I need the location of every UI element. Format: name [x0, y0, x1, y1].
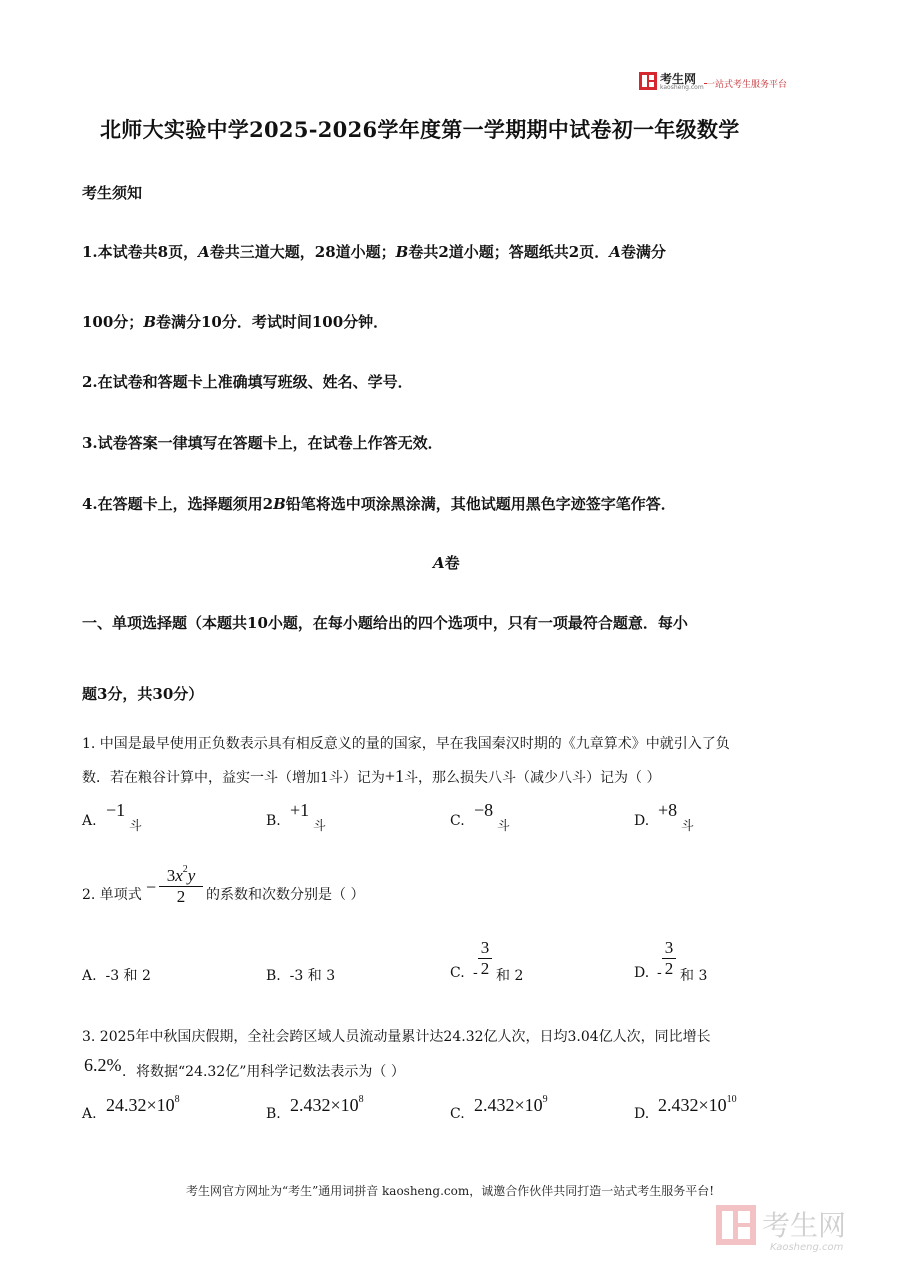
q2-option-c-tail: 和 2 — [496, 968, 524, 984]
fraction-numerator: 3 — [480, 938, 490, 957]
notice-text: A — [198, 243, 210, 261]
q1-option-d[interactable] — [634, 813, 649, 829]
logo-name: 考生网 — [660, 72, 697, 86]
option-text: -3 和 2 — [105, 968, 151, 984]
option-letter: A. — [82, 968, 97, 984]
watermark-mark-icon — [716, 1205, 756, 1245]
option-letter: A. — [82, 813, 97, 829]
option-letter: D. — [634, 813, 650, 829]
watermark-logo — [716, 1203, 876, 1253]
logo-icon — [639, 72, 657, 90]
q2-option-d-tail: 和 3 — [680, 968, 708, 984]
section-a-text: 卷 — [444, 554, 460, 572]
q2-suffix: 的系数和次数分别是（ ） — [206, 887, 365, 903]
q2-minus: − — [146, 877, 157, 897]
sci-base: 2.432×10 — [290, 1095, 359, 1115]
q1-option-d-value: +8 — [658, 800, 678, 820]
page-title: 北师大实验中学2025-2026学年度第一学期期中试卷初一年级数学 — [100, 117, 740, 142]
option-letter: C. — [450, 1106, 465, 1122]
q2-option-c-fraction — [478, 938, 492, 979]
fraction-numerator: 3 — [664, 938, 674, 957]
notice-text: 卷共三道大题，28道小题； — [209, 243, 396, 261]
option-letter: B. — [266, 968, 281, 984]
q2-option-d-sign: - — [657, 965, 662, 981]
part1-heading-line-1: 一、单项选择题（本题共10小题，在每小题给出的四个选项中，只有一项最符合题意．每小 — [82, 614, 688, 632]
notice-heading: 考生须知 — [82, 184, 143, 202]
option-letter: D. — [634, 965, 650, 981]
q1-option-b[interactable] — [266, 813, 281, 829]
q2-option-d[interactable] — [634, 965, 649, 981]
option-letter: B. — [266, 813, 281, 829]
notice-text: B — [143, 313, 156, 331]
exponent: 2 — [182, 864, 188, 875]
q2-prefix: 2. 单项式 — [82, 887, 142, 903]
q3-option-c-value — [474, 1094, 548, 1116]
option-text: -3 和 3 — [289, 968, 336, 984]
notice-item-3: 3.试卷答案一律填写在答题卡上，在试卷上作答无效． — [82, 434, 443, 452]
notice-text: 100分； — [82, 313, 144, 331]
q2-option-d-fraction — [662, 938, 676, 979]
notice-text: B — [273, 495, 286, 513]
logo-slogan: 一站式考生服务平台 — [706, 80, 788, 90]
section-a-label — [433, 552, 460, 573]
notice-text: A — [609, 243, 621, 261]
q2-option-a[interactable] — [82, 965, 151, 985]
q2-option-c-sign: - — [473, 965, 478, 981]
sci-exponent: 8 — [174, 1094, 180, 1105]
option-letter: C. — [450, 965, 465, 981]
sci-base: 2.432×10 — [474, 1095, 543, 1115]
q2-monomial-fraction — [159, 860, 203, 907]
q1-math: +1 — [384, 766, 405, 786]
var-x: x — [175, 866, 183, 885]
notice-text: 铅笔将选中项涂黑涂满，其他试题用黑色字迹签字笔作答． — [285, 495, 676, 513]
fraction-denominator: 2 — [176, 887, 186, 906]
notice-text: 卷满分 — [620, 243, 666, 261]
sci-exponent: 9 — [542, 1094, 548, 1105]
q1-option-b-unit: 斗 — [313, 819, 327, 834]
q1-option-a-value: −1 — [106, 800, 126, 820]
fraction-numerator — [167, 860, 196, 886]
q3-option-c[interactable] — [450, 1106, 465, 1122]
q1-option-d-unit: 斗 — [681, 819, 695, 834]
sci-exponent: 10 — [726, 1094, 737, 1105]
option-letter: B. — [266, 1106, 281, 1122]
fraction-denominator: 2 — [480, 959, 490, 978]
q3-option-b-value — [290, 1094, 364, 1116]
q1-option-c-unit: 斗 — [497, 819, 511, 834]
notice-text: B — [395, 243, 409, 261]
notice-item-1-line-1 — [82, 241, 666, 262]
q1-option-b-value: +1 — [290, 800, 310, 820]
q1-line-1: 1. 中国是最早使用正负数表示具有相反意义的量的国家，早在我国秦汉时期的《九章算术》中就引入了负 — [82, 736, 730, 752]
q3-option-b[interactable] — [266, 1106, 281, 1122]
sci-base: 2.432×10 — [658, 1095, 727, 1115]
sci-base: 24.32×10 — [106, 1095, 175, 1115]
notice-item-4 — [82, 493, 676, 514]
coef: 3 — [166, 866, 176, 885]
q1-line-2 — [82, 766, 661, 787]
q1-text: 斗，那么损失八斗（减少八斗）记为（ ） — [404, 770, 661, 786]
fraction-denominator: 2 — [664, 959, 674, 978]
q1-text: 数．若在粮谷计算中，益实一斗（增加1斗）记为 — [82, 770, 385, 786]
page-footer: 考生网官方网址为“考生”通用词拼音 kaosheng.com，诚邀合作伙伴共同打造一站式考生服务平台! — [185, 1184, 715, 1198]
logo-domain: kaosheng.com — [660, 84, 704, 91]
notice-text: 卷共2道小题；答题纸共2页． — [408, 243, 610, 261]
q1-option-c-value: −8 — [474, 800, 494, 820]
q1-option-a[interactable] — [82, 813, 97, 829]
notice-text: 1.本试卷共8页， — [82, 243, 199, 261]
q1-option-a-unit: 斗 — [129, 819, 143, 834]
q3-line-2: ．将数据“24.32亿”用科学记数法表示为（ ） — [122, 1064, 405, 1080]
q3-option-a-value — [106, 1094, 180, 1116]
q3-line-1: 3. 2025年中秋国庆假期，全社会跨区域人员流动量累计达24.32亿人次，日均3.04亿人次，同比增长 — [82, 1029, 711, 1045]
q2-option-c[interactable] — [450, 965, 465, 981]
q2-option-b[interactable] — [266, 965, 335, 985]
q3-percent: 6.2% — [84, 1055, 122, 1075]
notice-item-2: 2.在试卷和答题卡上准确填写班级、姓名、学号． — [82, 373, 413, 391]
sci-exponent: 8 — [358, 1094, 364, 1105]
option-letter: C. — [450, 813, 465, 829]
var-y: y — [187, 866, 196, 885]
notice-item-1-line-2 — [82, 311, 388, 332]
q3-option-a[interactable] — [82, 1106, 97, 1122]
option-letter: D. — [634, 1106, 650, 1122]
option-letter: A. — [82, 1106, 97, 1122]
section-a-letter: A — [433, 554, 445, 572]
watermark-name: 考生网 — [762, 1209, 847, 1242]
notice-text: 卷满分10分．考试时间100分钟． — [156, 313, 389, 331]
part1-heading-line-2: 题3分，共30分） — [82, 685, 204, 703]
watermark-domain: Kaosheng.com — [770, 1242, 844, 1253]
notice-text: 4.在答题卡上，选择题须用2 — [82, 495, 274, 513]
q3-option-d[interactable] — [634, 1106, 649, 1122]
q1-option-c[interactable] — [450, 813, 465, 829]
q3-option-d-value — [658, 1094, 737, 1116]
